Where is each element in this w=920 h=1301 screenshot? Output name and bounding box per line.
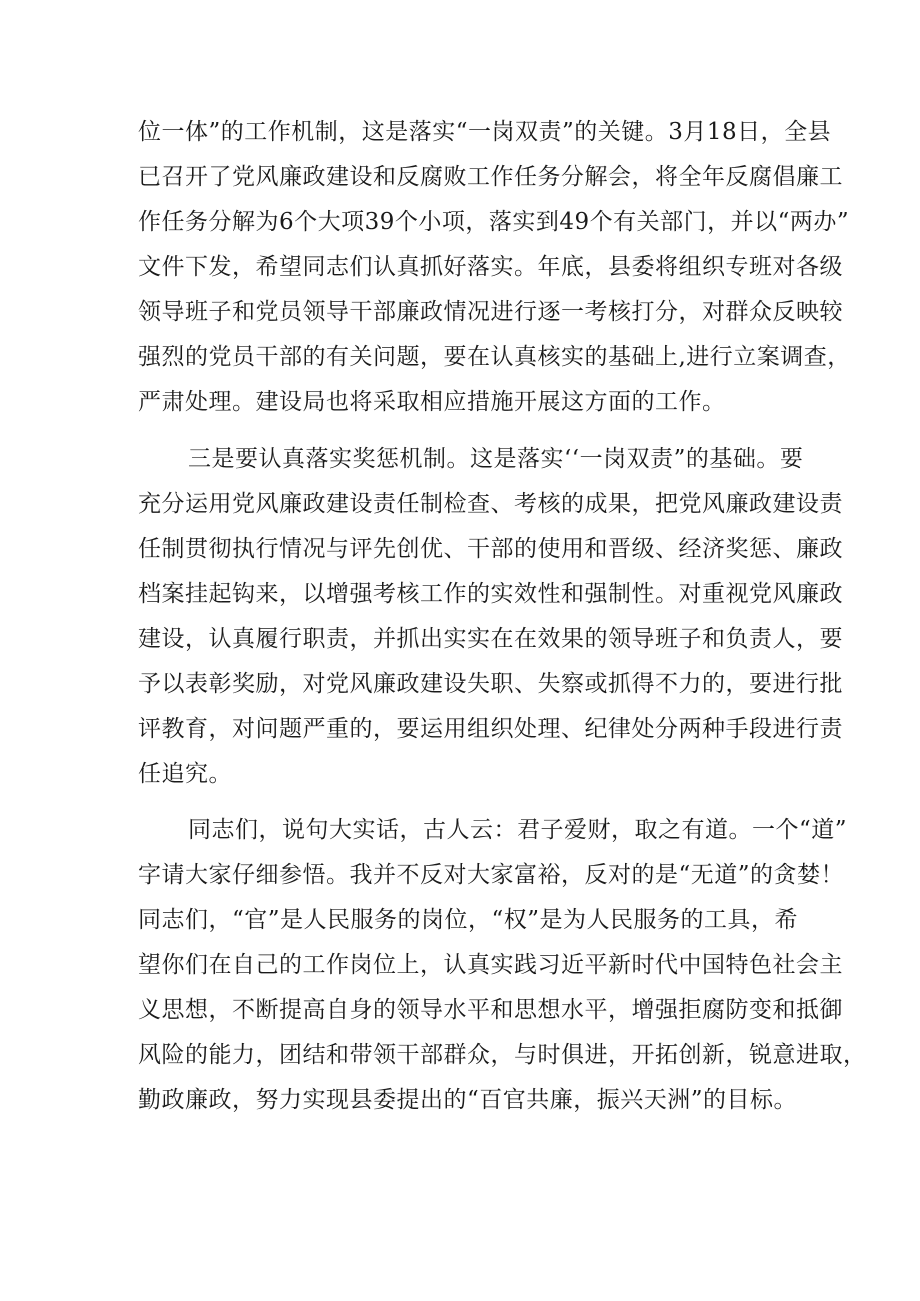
text-line: 档案挂起钩来，以增强考核工作的实效性和强制性。对重视党风廉政 <box>138 581 843 607</box>
text-line: 位一体”的工作机制，这是落实“一岗双责”的关键。3月18日，全县 <box>138 119 832 145</box>
text-line: 已召开了党风廉政建设和反腐败工作任务分解会，将全年反腐倡廉工 <box>138 164 843 190</box>
text-line: 同志们，“官”是人民服务的岗位，“权”是为人民服务的工具，希 <box>138 907 799 933</box>
text-line: 任制贯彻执行情况与评先创优、干部的使用和晋级、经济奖惩、廉政 <box>138 536 843 562</box>
text-line: 强烈的党员干部的有关问题，要在认真核实的基础上,进行立案调查， <box>138 344 851 370</box>
text-line: 严肃处理。建设局也将采取相应措施开展这方面的工作。 <box>138 389 726 415</box>
text-line: 作任务分解为6个大项39个小项，落实到49个有关部门，并以“两办” <box>138 209 850 235</box>
text-line: 予以表彰奖励，对党风廉政建设失职、失察或抓得不力的，要进行批 <box>138 671 843 697</box>
text-line: 三是要认真落实奖惩机制。这是落实‘‘一岗双责”的基础。要 <box>188 446 804 472</box>
text-line: 领导班子和党员领导干部廉政情况进行逐一考核打分，对群众反映较 <box>138 299 843 325</box>
text-line: 同志们，说句大实话，古人云：君子爱财，取之有道。一个“道” <box>188 817 848 843</box>
text-line: 风险的能力，团结和带领干部群众，与时俱进，开拓创新，锐意进取， <box>138 1042 867 1068</box>
text-line: 评教育，对问题严重的，要运用组织处理、纪律处分两种手段进行责 <box>138 716 843 742</box>
text-line: 建设，认真履行职责，并抓出实实在在效果的领导班子和负责人，要 <box>138 626 843 652</box>
text-line: 义思想，不断提高自身的领导水平和思想水平，增强拒腐防变和抵御 <box>138 997 843 1023</box>
text-line: 任追究。 <box>138 761 232 787</box>
text-line: 望你们在自己的工作岗位上，认真实践习近平新时代中国特色社会主 <box>138 952 843 978</box>
text-line: 充分运用党风廉政建设责任制检查、考核的成果，把党风廉政建设责 <box>138 491 843 517</box>
text-line: 文件下发，希望同志们认真抓好落实。年底，县委将组织专班对各级 <box>138 254 843 280</box>
text-line: 字请大家仔细参悟。我并不反对大家富裕，反对的是“无道”的贪婪！ <box>138 862 845 888</box>
text-line: 勤政廉政，努力实现县委提出的“百官共廉，振兴天洲”的目标。 <box>138 1087 798 1113</box>
